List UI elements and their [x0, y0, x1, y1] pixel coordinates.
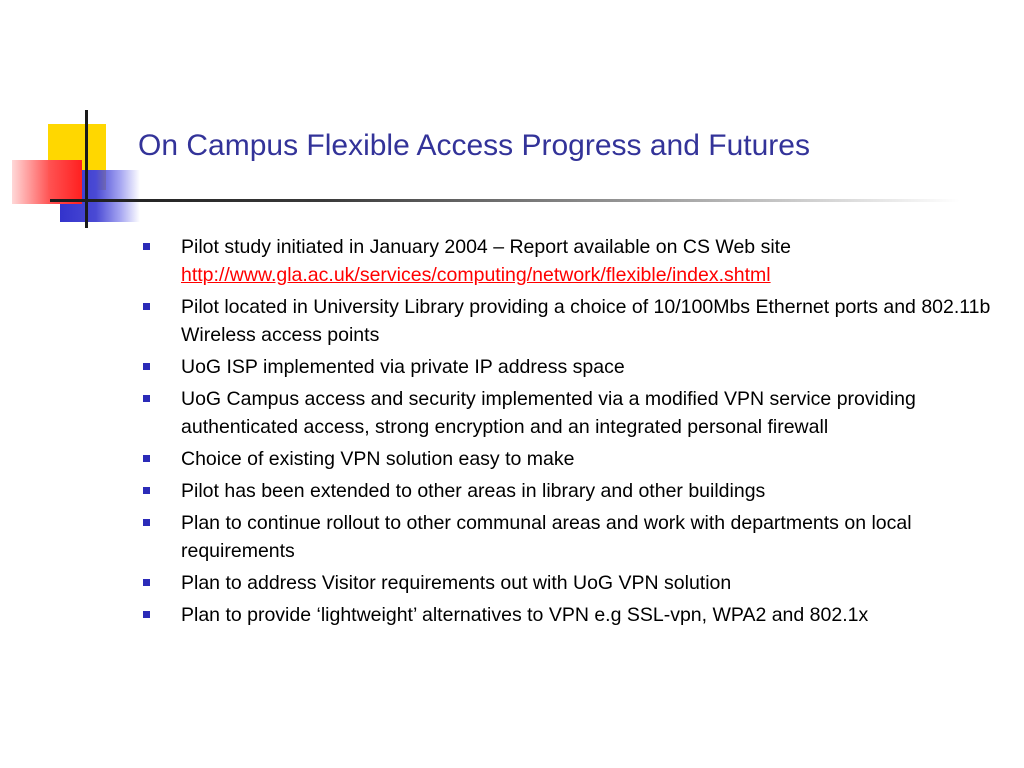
decorative-red-square [12, 160, 82, 204]
bullet-text: Pilot located in University Library providing a choice of 10/100Mbs Ethernet ports and 802.11b Wireless access points [181, 296, 991, 346]
bullet-item-6 [142, 509, 1002, 565]
bullet-text: UoG ISP implemented via private IP address space [181, 356, 625, 378]
cs-web-site-link[interactable]: http://www.gla.ac.uk/services/computing/network/flexible/index.shtml [181, 264, 771, 286]
bullet-item-2 [142, 353, 1002, 381]
decorative-vertical-line [85, 110, 88, 228]
square-bullet-icon [143, 519, 150, 526]
square-bullet-icon [143, 303, 150, 310]
bullet-item-5 [142, 477, 1002, 505]
square-bullet-icon [143, 243, 150, 250]
bullet-item-4 [142, 445, 1002, 473]
square-bullet-icon [143, 611, 150, 618]
slide-title: On Campus Flexible Access Progress and Futures [138, 129, 810, 162]
bullet-item-8 [142, 601, 1002, 629]
bullet-text: Pilot has been extended to other areas in library and other buildings [181, 480, 766, 502]
square-bullet-icon [143, 455, 150, 462]
bullet-text: Plan to provide ‘lightweight’ alternatives to VPN e.g SSL-vpn, WPA2 and 802.1x [181, 604, 869, 626]
bullet-item-0 [142, 233, 1002, 289]
bullet-text: Pilot study initiated in January 2004 – Report available on CS Web site [181, 236, 791, 258]
bullet-text: Plan to address Visitor requirements out with UoG VPN solution [181, 572, 732, 594]
title-underline-divider [50, 199, 960, 202]
square-bullet-icon [143, 579, 150, 586]
bullet-text: UoG Campus access and security implemented via a modified VPN service providing authenticated access, strong encryption and an integrated personal firewall [181, 388, 916, 438]
bullet-list [142, 233, 1002, 633]
square-bullet-icon [143, 363, 150, 370]
bullet-item-3 [142, 385, 1002, 441]
bullet-item-1 [142, 293, 1002, 349]
bullet-text: Choice of existing VPN solution easy to make [181, 448, 575, 470]
bullet-item-7 [142, 569, 1002, 597]
square-bullet-icon [143, 395, 150, 402]
square-bullet-icon [143, 487, 150, 494]
bullet-text: Plan to continue rollout to other communal areas and work with departments on local requirements [181, 512, 912, 562]
